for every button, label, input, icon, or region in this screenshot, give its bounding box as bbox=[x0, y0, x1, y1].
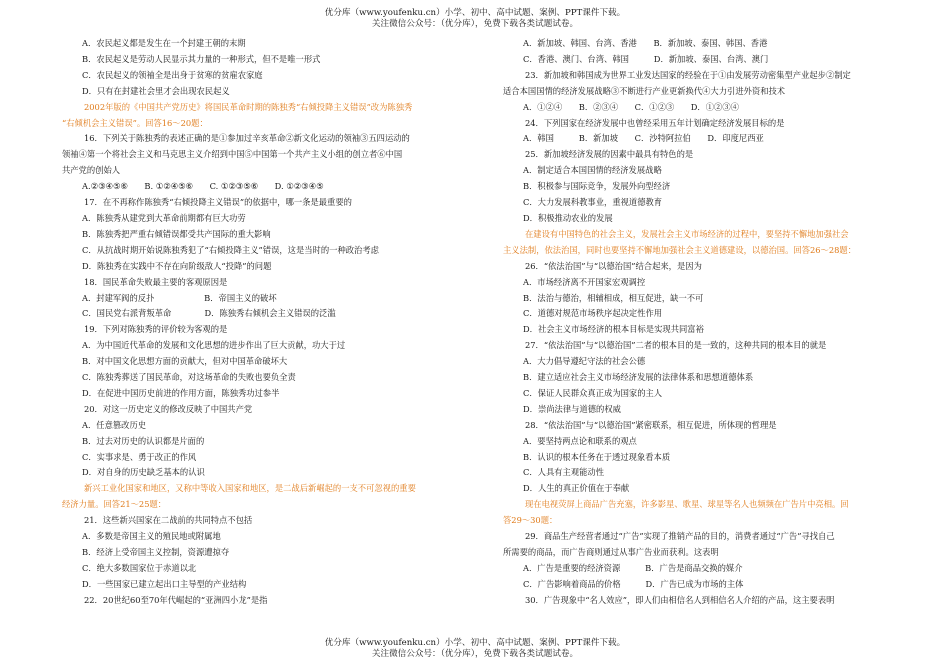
text-line: A．多数是帝国主义的殖民地或附属地 bbox=[82, 531, 221, 542]
text-line: C．保证人民群众真正成为国家的主人 bbox=[523, 387, 663, 398]
text-line: A.②③④⑤⑥ B. ①②④⑤⑥ C. ①②③⑤⑥ D. ①②③④⑤ bbox=[82, 181, 324, 192]
text-line: D．只有在封建社会里才会出现农民起义 bbox=[82, 85, 230, 96]
text-line: D．崇尚法律与道德的权威 bbox=[523, 403, 621, 414]
header-line-1: 优分库（www.youfenku.cn）小学、初中、高中试题、案例、PPT课件下载。 bbox=[324, 8, 626, 18]
text-line: 经济力量。回答21～25题： bbox=[62, 499, 167, 510]
text-line: 21．这些新兴国家在二战前的共同特点不包括 bbox=[84, 515, 253, 526]
text-line: B．陈独秀把严重右倾错误都受共产国际的重大影响 bbox=[82, 228, 271, 239]
text-line: D．一些国家已建立起出口主导型的产业结构 bbox=[82, 578, 247, 589]
text-line: C．从抗战时期开始说陈独秀犯了“右倾投降主义”错误，这是当时的一种政治考虑 bbox=[82, 244, 379, 255]
text-line: B．积极参与国际竞争，发展外向型经济 bbox=[523, 181, 671, 192]
text-line: 16．下列关于陈独秀的表述正确的是①参加过辛亥革命②新文化运动的领袖③五四运动的 bbox=[84, 133, 410, 144]
text-line: “右倾机会主义错误”。回答16～20题： bbox=[62, 117, 208, 128]
text-line: D．积极推动农业的发展 bbox=[523, 212, 613, 223]
text-line: 在建设有中国特色的社会主义，发展社会主义市场经济的过程中，要坚持不懈地加强社会 bbox=[525, 228, 849, 239]
text-line: B．建立适应社会主义市场经济发展的法律体系和思想道德体系 bbox=[523, 372, 754, 383]
text-line: 26．“依法治国”与“以德治国”结合起来，是因为 bbox=[525, 260, 702, 271]
text-line: 适合本国国情的经济发展战略③不断进行产业更新换代④大力引进外资和技术 bbox=[503, 85, 786, 96]
text-line: B．过去对历史的认识都是片面的 bbox=[82, 435, 205, 446]
text-line: 23．新加坡和韩国成为世界工业发达国家的经验在于①由发展劳动密集型产业起步②制定 bbox=[525, 69, 851, 80]
right-column bbox=[503, 36, 900, 609]
text-line: C．农民起义的领袖全是出身于贫寒的贫雇农家庭 bbox=[82, 69, 263, 80]
left-column bbox=[62, 36, 467, 609]
text-line: A．为中国近代革命的发展和文化思想的进步作出了巨大贡献，功大于过 bbox=[82, 340, 346, 351]
text-line: C．道德对规范市场秩序起决定性作用 bbox=[523, 308, 663, 319]
footer-line-2: 关注微信公众号：（优分库），免费下载各类试题试卷。 bbox=[371, 649, 579, 659]
text-line: A．广告是重要的经济资源 B．广告是商品交换的媒介 bbox=[523, 562, 743, 573]
text-line: D．对自身的历史缺乏基本的认识 bbox=[82, 467, 205, 478]
text-line: 答29～30题： bbox=[503, 515, 558, 526]
text-line: 现在电视荧屏上商品广告充塞，许多影星、歌星、球星等名人也频频在广告片中亮相。回 bbox=[525, 499, 849, 510]
text-line: 24．下列国家在经济发展中也曾经采用五年计划确定经济发展目标的是 bbox=[525, 117, 785, 128]
text-line: A．要坚持两点论和联系的观点 bbox=[523, 435, 637, 446]
text-line: A．①②④ B．②③④ C．①②③ D．①②③④ bbox=[523, 101, 739, 112]
text-line: A．新加坡、韩国、台湾、香港 B．新加坡、泰国、韩国、香港 bbox=[523, 38, 768, 48]
text-line: 29．商品生产经营者通过“广告”实现了推销产品的目的，消费者通过“广告”寻找自己 bbox=[525, 531, 835, 542]
text-line: C．绝大多数国家位于赤道以北 bbox=[82, 562, 197, 573]
text-line: A．封建军阀的反扑 B．帝国主义的破坏 bbox=[82, 292, 277, 303]
text-line: B．认识的根本任务在于透过现象看本质 bbox=[523, 451, 671, 462]
text-line: 共产党的创始人 bbox=[62, 165, 121, 176]
text-line: C．大力发展科教事业，重视道德教育 bbox=[523, 197, 663, 208]
text-line: 主义法制，依法治国，同时也要坚持不懈地加强社会主义道德建设，以德治国。回答26～28题： bbox=[503, 244, 856, 255]
text-line: B．对中国文化思想方面的贡献大，但对中国革命破坏大 bbox=[82, 356, 288, 367]
header-line-2: 关注微信公众号：（优分库），免费下载各类试题试卷。 bbox=[371, 19, 579, 29]
text-line: B．农民起义是劳动人民显示其力量的一种形式，但不是唯一形式 bbox=[82, 53, 321, 64]
text-line: 新兴工业化国家和地区，又称中等收入国家和地区，是二战后新崛起的一支不可忽视的重要 bbox=[84, 483, 416, 494]
text-line: 2002年版的《中国共产党历史》将国民革命时期的陈独秀“右倾投降主义错误”改为陈独秀 bbox=[84, 101, 413, 112]
text-line: 22．20世纪60至70年代崛起的“亚洲四小龙”是指 bbox=[84, 594, 268, 605]
text-line: D．社会主义市场经济的根本目标是实现共同富裕 bbox=[523, 324, 704, 335]
text-line: D．陈独秀在实践中不存在向阶级敌人“投降”的问题 bbox=[82, 260, 272, 271]
text-line: 19．下列对陈独秀的评价较为客观的是 bbox=[84, 324, 228, 335]
text-line: A．任意篡改历史 bbox=[82, 419, 147, 430]
text-line: C．广告影响着商品的价格 D．广告已成为市场的主体 bbox=[523, 578, 744, 589]
text-line: 18．国民革命失败最主要的客观原因是 bbox=[84, 276, 228, 287]
text-line: C．人具有主观能动性 bbox=[523, 467, 605, 478]
text-line: 17．在不再称作陈独秀“右倾投降主义错误”的依据中，哪一条是最重要的 bbox=[84, 197, 352, 208]
footer-line-1: 优分库（www.youfenku.cn）小学、初中、高中试题、案例、PPT课件下载。 bbox=[324, 638, 626, 648]
text-line: A．市场经济离不开国家宏观调控 bbox=[523, 276, 646, 287]
text-line: A．农民起义都是发生在一个封建王朝的末期 bbox=[82, 38, 246, 48]
text-line: 所需要的商品，而广告商则通过从事广告业而获利。这表明 bbox=[503, 547, 719, 557]
text-line: 25．新加坡经济发展的因素中最具有特色的是 bbox=[525, 149, 694, 160]
text-line: A．大力倡导遵纪守法的社会公德 bbox=[523, 356, 646, 367]
text-line: 27．“依法治国”与“以德治国”二者的根本目的是一致的，这种共同的根本目的就是 bbox=[525, 340, 827, 351]
text-line: B．经济上受帝国主义控制，资源遭掠夺 bbox=[82, 547, 230, 557]
text-line: 28．“依法治国”与“以德治国”紧密联系，相互促进，所体现的哲理是 bbox=[525, 419, 777, 430]
text-line: C．香港、澳门、台湾、韩国 D．新加坡、泰国、台湾、澳门 bbox=[523, 53, 769, 64]
text-line: C．陈独秀葬送了国民革命，对这场革命的失败也要负全责 bbox=[82, 372, 296, 383]
page-header bbox=[0, 8, 950, 30]
text-line: 30．广告现象中“名人效应”，即人们由相信名人到相信名人介绍的产品，这主要表明 bbox=[525, 594, 835, 605]
text-line: B．法治与德治，相辅相成，相互促进，缺一不可 bbox=[523, 292, 704, 303]
text-line: D．人生的真正价值在于奉献 bbox=[523, 483, 630, 494]
text-line: D．在促进中国历史前进的作用方面，陈独秀功过参半 bbox=[82, 387, 280, 398]
text-line: C．国民党右派背叛革命 D．陈独秀右倾机会主义错误的泛滥 bbox=[82, 308, 336, 319]
page-footer bbox=[0, 638, 950, 660]
text-line: A．韩国 B．新加坡 C．沙特阿拉伯 D．印度尼西亚 bbox=[523, 133, 764, 144]
text-line: 20．对这一历史定义的修改反映了中国共产党 bbox=[84, 403, 253, 414]
text-line: A．陈独秀从建党到大革命前期都有巨大功劳 bbox=[82, 212, 246, 223]
text-line: C．实事求是、勇于改正的作风 bbox=[82, 451, 197, 462]
text-line: A．制定适合本国国情的经济发展战略 bbox=[523, 165, 662, 176]
text-line: 领袖④第一个将社会主义和马克思主义介绍到中国⑤中国第一个共产主义小组的创立者⑥中国 bbox=[62, 149, 403, 160]
